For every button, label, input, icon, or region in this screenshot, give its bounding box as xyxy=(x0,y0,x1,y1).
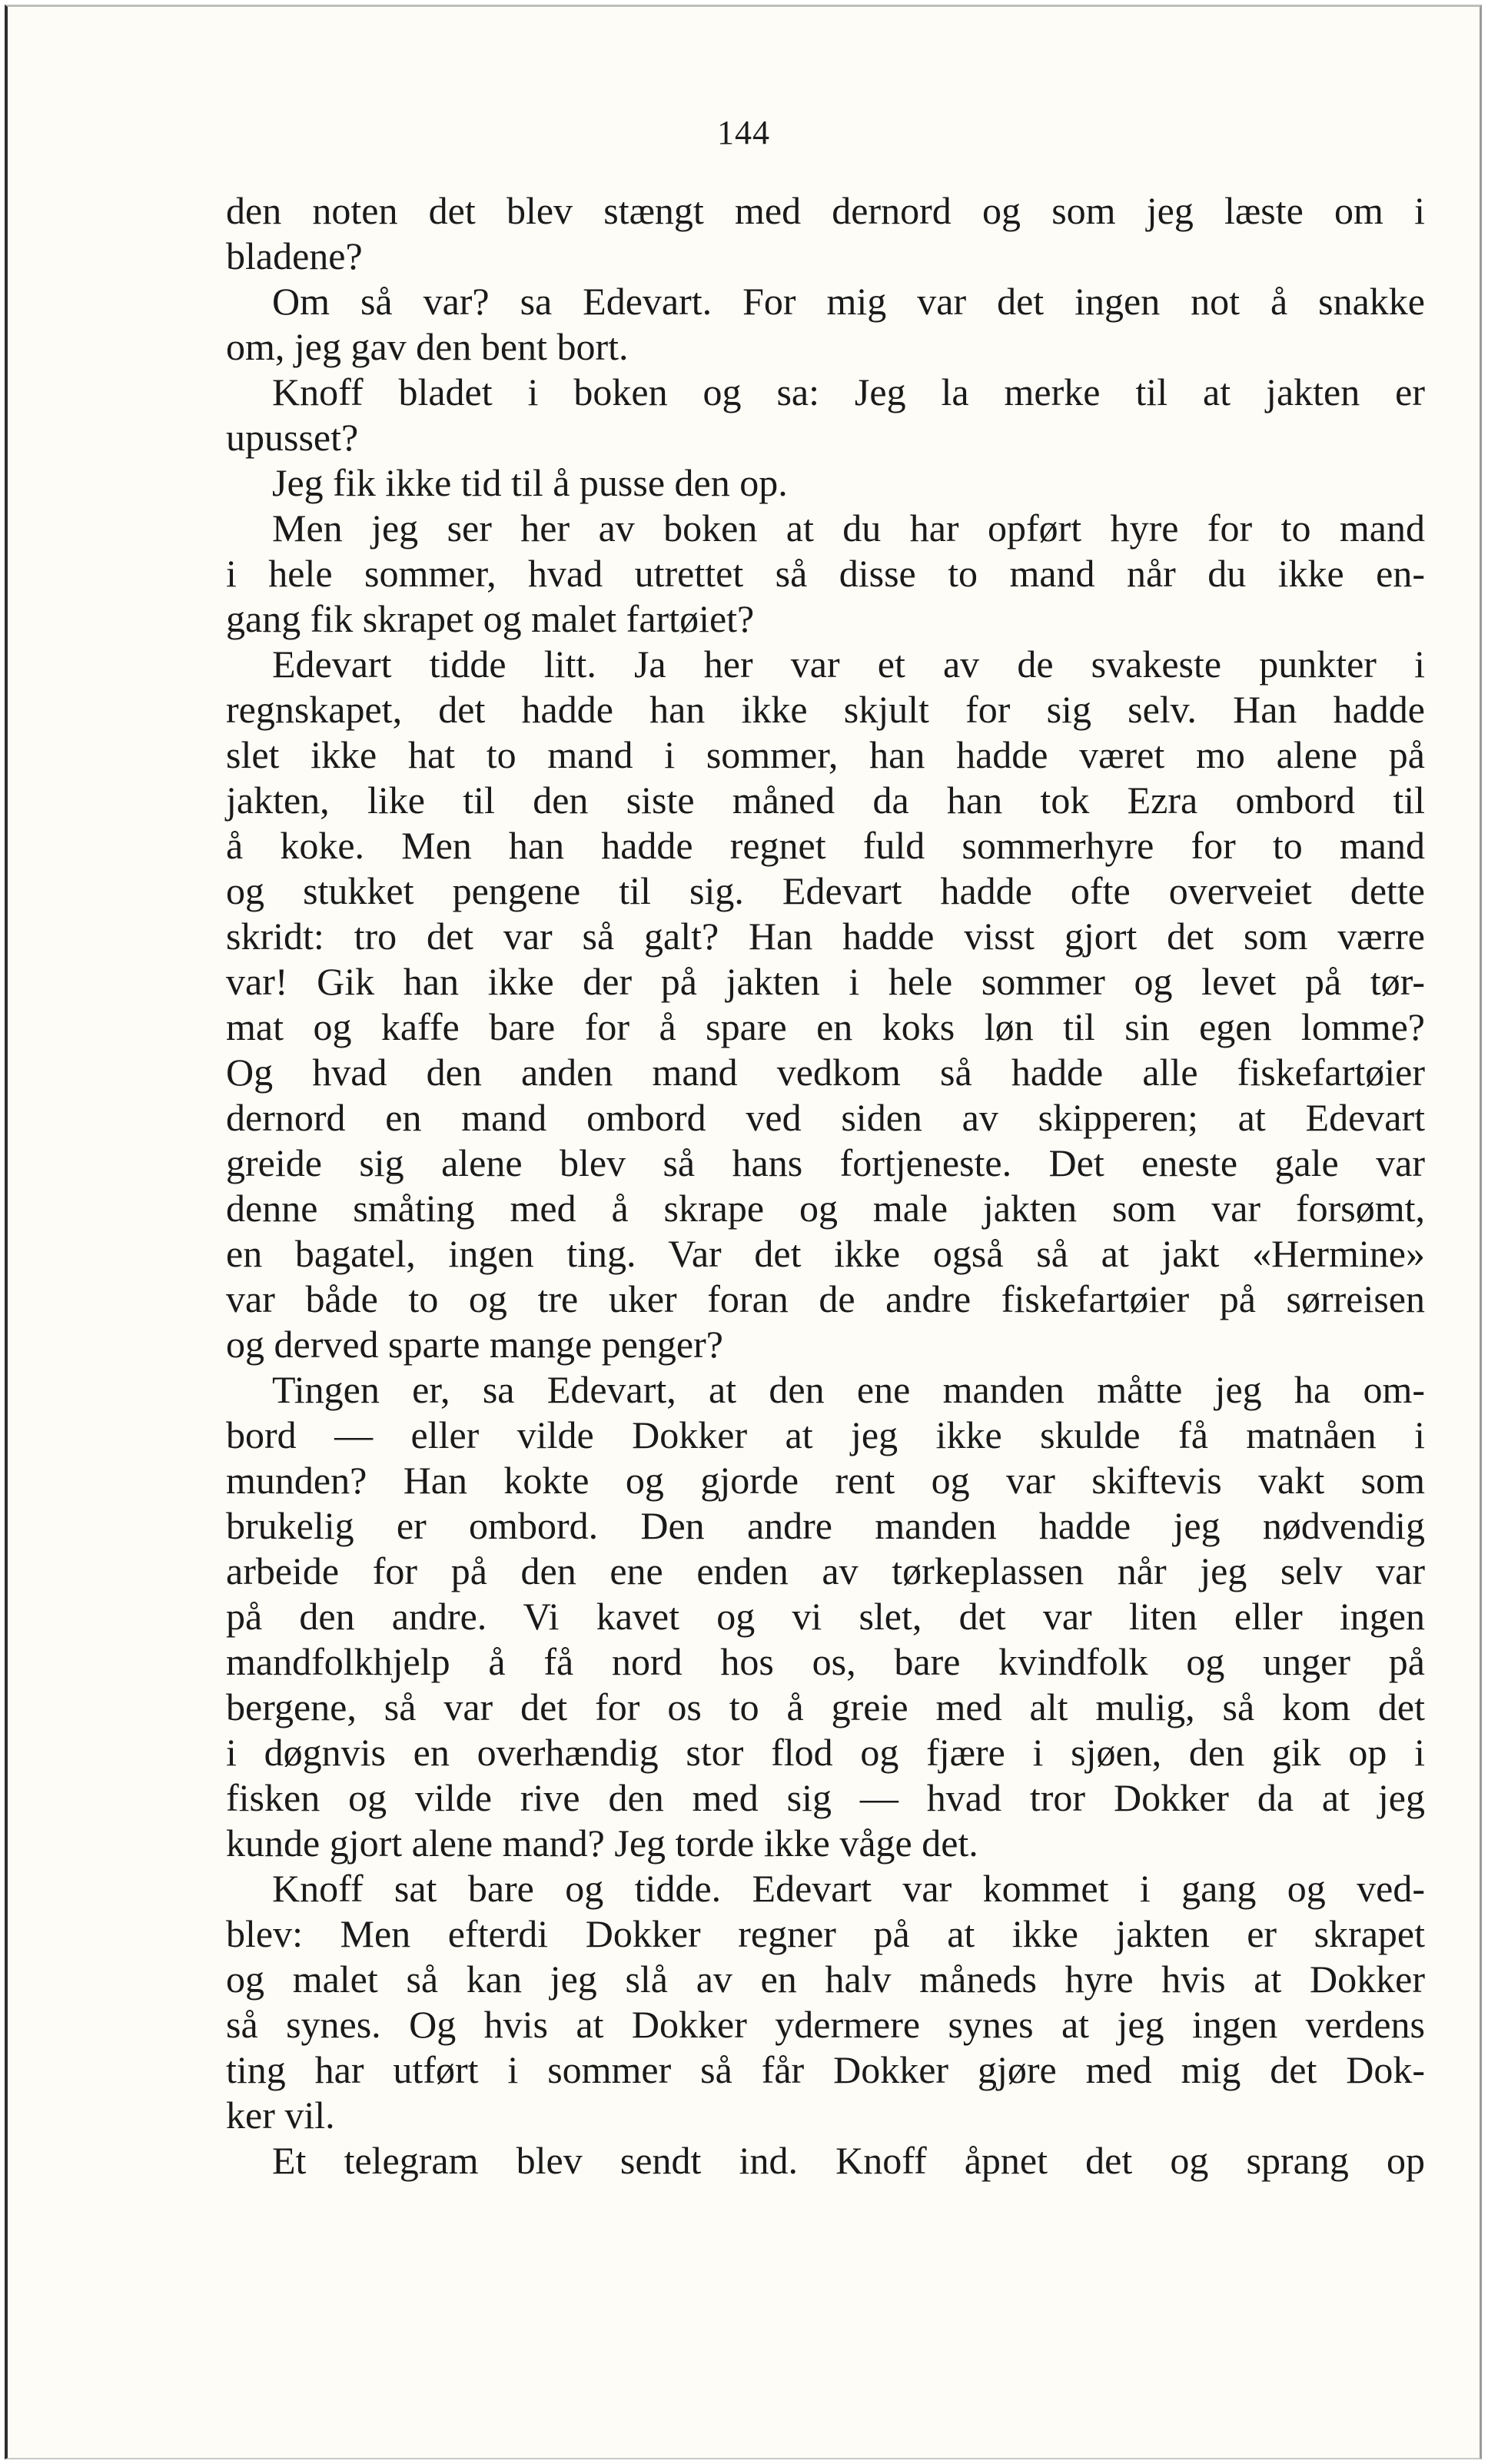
text-line: blev: Men efterdi Dokker regner på at ikke jakten er skrapet xyxy=(226,1912,1425,1955)
text-line: var! Gik han ikke der på jakten i hele sommer og levet på tør- xyxy=(226,960,1425,1003)
text-line: Om så var? sa Edevart. For mig var det ingen not å snakke xyxy=(272,280,1425,323)
text-line: Tingen er, sa Edevart, at den ene manden måtte jeg ha om- xyxy=(272,1368,1425,1411)
text-line: slet ikke hat to mand i sommer, han hadde været mo alene på xyxy=(226,733,1425,776)
text-line: regnskapet, det hadde han ikke skjult for sig selv. Han hadde xyxy=(226,688,1425,731)
text-line: på den andre. Vi kavet og vi slet, det var liten eller ingen xyxy=(226,1595,1425,1638)
text-line: mat og kaffe bare for å spare en koks løn til sin egen lomme? xyxy=(226,1005,1425,1048)
text-line: å koke. Men han hadde regnet fuld sommerhyre for to mand xyxy=(226,824,1425,867)
text-line: Et telegram blev sendt ind. Knoff åpnet det og sprang op xyxy=(272,2139,1425,2182)
text-line: og stukket pengene til sig. Edevart hadde ofte overveiet dette xyxy=(226,869,1425,912)
text-line: skridt: tro det var så galt? Han hadde visst gjort det som værre xyxy=(226,915,1425,958)
text-line: Og hvad den anden mand vedkom så hadde alle fiskefartøier xyxy=(226,1051,1425,1094)
text-line: denne småting med å skrape og male jakten som var forsømt, xyxy=(226,1187,1425,1230)
text-line: Men jeg ser her av boken at du har opført hyre for to mand xyxy=(272,506,1425,550)
text-line: Jeg fik ikke tid til å pusse den op. xyxy=(272,461,788,504)
text-line: så synes. Og hvis at Dokker ydermere synes at jeg ingen verdens xyxy=(226,2003,1425,2046)
text-line: brukelig er ombord. Den andre manden hadde jeg nødvendig xyxy=(226,1504,1425,1547)
text-line: om, jeg gav den bent bort. xyxy=(226,325,629,368)
page-number: 144 xyxy=(717,114,770,151)
text-line: mandfolkhjelp å få nord hos os, bare kvindfolk og unger på xyxy=(226,1640,1425,1683)
text-line: jakten, like til den siste måned da han tok Ezra ombord til xyxy=(226,779,1425,822)
text-line: var både to og tre uker foran de andre fiskefartøier på sørreisen xyxy=(226,1277,1425,1320)
text-line: i døgnvis en overhændig stor flod og fjære i sjøen, den gik op i xyxy=(226,1731,1425,1774)
text-line: upusset? xyxy=(226,416,359,459)
text-line: i hele sommer, hvad utrettet så disse to mand når du ikke en- xyxy=(226,552,1425,595)
text-line: en bagatel, ingen ting. Var det ikke også så at jakt «Hermine» xyxy=(226,1232,1425,1275)
text-line: arbeide for på den ene enden av tørkeplassen når jeg selv var xyxy=(226,1549,1425,1592)
text-line: fisken og vilde rive den med sig — hvad tror Dokker da at jeg xyxy=(226,1776,1425,1819)
text-line: og derved sparte mange penger? xyxy=(226,1323,723,1366)
text-line: Knoff bladet i boken og sa: Jeg la merke til at jakten er xyxy=(272,370,1425,413)
text-line: og malet så kan jeg slå av en halv måneds hyre hvis at Dokker xyxy=(226,1958,1425,2001)
text-line: den noten det blev stængt med dernord og som jeg læste om i xyxy=(226,189,1425,232)
text-line: gang fik skrapet og malet fartøiet? xyxy=(226,597,755,640)
text-line: greide sig alene blev så hans fortjeneste. Det eneste gale var xyxy=(226,1141,1425,1184)
body-text xyxy=(226,188,1425,2183)
book-page xyxy=(5,5,1482,2459)
text-line: bergene, så var det for os to å greie med alt mulig, så kom det xyxy=(226,1685,1425,1728)
text-line: Edevart tidde litt. Ja her var et av de svakeste punkter i xyxy=(272,643,1425,686)
text-line: dernord en mand ombord ved siden av skipperen; at Edevart xyxy=(226,1096,1425,1139)
text-line: kunde gjort alene mand? Jeg torde ikke våge det. xyxy=(226,1821,978,1865)
text-line: Knoff sat bare og tidde. Edevart var kommet i gang og ved- xyxy=(272,1867,1425,1910)
text-line: ker vil. xyxy=(226,2094,335,2137)
text-line: ting har utført i sommer så får Dokker gjøre med mig det Dok- xyxy=(226,2048,1425,2091)
text-line: munden? Han kokte og gjorde rent og var skiftevis vakt som xyxy=(226,1459,1425,1502)
text-line: bord — eller vilde Dokker at jeg ikke skulde få matnåen i xyxy=(226,1413,1425,1456)
text-line: bladene? xyxy=(226,234,363,277)
